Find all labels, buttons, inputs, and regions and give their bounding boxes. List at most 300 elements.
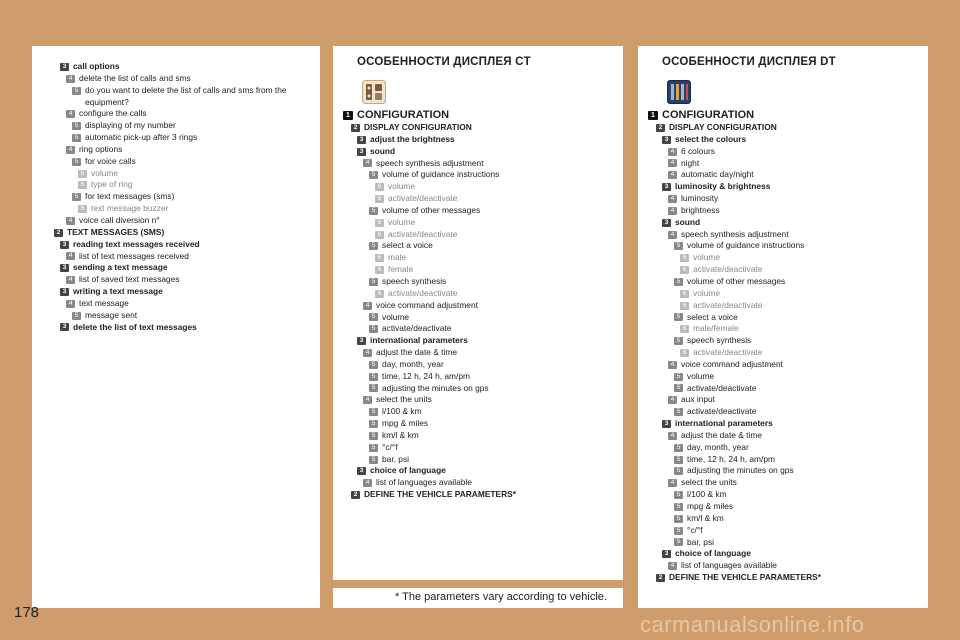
menu-item-label: DISPLAY CONFIGURATION xyxy=(669,122,777,132)
menu-item xyxy=(648,513,821,525)
menu-item xyxy=(648,477,821,489)
menu-item-label: adjust the date & time xyxy=(681,429,763,440)
menu-item-label: adjust the date & time xyxy=(376,347,458,358)
level-badge: 4 xyxy=(363,396,372,404)
menu-item xyxy=(648,394,821,406)
menu-item xyxy=(46,108,287,120)
menu-item-label: delete the list of calls and sms xyxy=(79,72,191,83)
menu-item xyxy=(46,144,287,156)
level-badge: 4 xyxy=(66,146,75,154)
menu-item-label: volume xyxy=(388,181,415,192)
menu-item xyxy=(46,61,287,73)
level-badge: 3 xyxy=(662,219,671,227)
level-badge: 4 xyxy=(66,75,75,83)
menu-item-label: type of ring xyxy=(91,179,133,190)
menu-item-label: CONFIGURATION xyxy=(357,109,450,121)
level-badge: 5 xyxy=(674,384,683,392)
menu-item xyxy=(343,252,516,264)
level-badge: 2 xyxy=(656,124,665,132)
menu-item-label: night xyxy=(681,157,700,168)
menu-item-label: day, month, year xyxy=(382,358,444,369)
left-menu-list xyxy=(46,61,287,333)
menu-item-label: displaying of my number xyxy=(85,120,176,131)
left-menu-panel xyxy=(32,46,320,608)
menu-item xyxy=(648,489,821,501)
menu-item-label: TEXT MESSAGES (SMS) xyxy=(67,226,165,237)
menu-item-label: do you want to delete the list of calls and sms from the xyxy=(85,84,287,95)
menu-item xyxy=(46,262,287,274)
level-badge: 6 xyxy=(680,266,689,274)
menu-item xyxy=(343,477,516,489)
menu-item-label: choice of language xyxy=(675,548,751,559)
menu-item xyxy=(343,300,516,312)
level-badge: 3 xyxy=(357,136,366,144)
level-badge: 3 xyxy=(60,288,69,296)
menu-item-label: volume of other messages xyxy=(687,275,786,286)
menu-item-label: activate/deactivate xyxy=(693,264,763,275)
level-badge: 4 xyxy=(66,276,75,284)
menu-item-label: adjust the brightness xyxy=(370,133,455,144)
menu-item xyxy=(343,264,516,276)
menu-item xyxy=(648,146,821,158)
menu-item xyxy=(343,109,516,122)
menu-item xyxy=(648,193,821,205)
menu-item xyxy=(648,264,821,276)
menu-item-label: adjusting the minutes on gps xyxy=(382,382,489,393)
menu-item-label: for text messages (sms) xyxy=(85,191,175,202)
menu-item-label: male/female xyxy=(693,323,739,334)
level-badge: 2 xyxy=(656,574,665,582)
menu-item xyxy=(343,158,516,170)
level-badge: 1 xyxy=(343,111,353,120)
menu-item xyxy=(343,359,516,371)
menu-item-label: volume xyxy=(382,311,409,322)
level-badge: 5 xyxy=(72,134,81,142)
menu-item xyxy=(46,120,287,132)
level-badge: 4 xyxy=(668,361,677,369)
menu-item-label: voice call diversion n° xyxy=(79,214,160,225)
menu-item xyxy=(46,239,287,251)
level-badge: 5 xyxy=(369,408,378,416)
level-badge: 4 xyxy=(66,110,75,118)
level-badge: 6 xyxy=(680,325,689,333)
dt-display-icon xyxy=(667,80,691,104)
level-badge: 5 xyxy=(674,408,683,416)
level-badge: 4 xyxy=(668,159,677,167)
level-badge: 6 xyxy=(680,290,689,298)
level-badge: 5 xyxy=(674,527,683,535)
menu-item-label: day, month, year xyxy=(687,441,749,452)
level-badge: 3 xyxy=(357,337,366,345)
menu-item-label: ring options xyxy=(79,143,123,154)
level-badge: 2 xyxy=(351,491,360,499)
level-badge: 6 xyxy=(78,205,87,213)
menu-item-label: delete the list of text messages xyxy=(73,321,197,332)
level-badge: 4 xyxy=(66,252,75,260)
menu-item xyxy=(46,85,287,97)
level-badge: 1 xyxy=(648,111,658,120)
level-badge: 3 xyxy=(60,323,69,331)
menu-item-label: sound xyxy=(675,216,701,227)
menu-item-label: km/l & km xyxy=(687,512,724,523)
page-number: 178 xyxy=(14,604,40,621)
level-badge: 6 xyxy=(375,266,384,274)
menu-item-label: male xyxy=(388,252,407,263)
menu-item xyxy=(648,454,821,466)
level-badge: 3 xyxy=(662,550,671,558)
menu-item-label: °c/°f xyxy=(382,441,398,452)
menu-item xyxy=(343,454,516,466)
menu-item xyxy=(648,181,821,193)
level-badge: 5 xyxy=(72,122,81,130)
menu-item xyxy=(343,146,516,158)
menu-item-label: list of text messages received xyxy=(79,250,189,261)
menu-item-label: volume xyxy=(693,287,720,298)
menu-item-label: CONFIGURATION xyxy=(662,109,755,121)
menu-item xyxy=(343,383,516,395)
menu-item-label: volume xyxy=(91,167,118,178)
level-badge: 4 xyxy=(668,231,677,239)
level-badge: 4 xyxy=(668,562,677,570)
menu-item xyxy=(46,286,287,298)
menu-item-label: time, 12 h, 24 h, am/pm xyxy=(687,453,775,464)
level-badge: 5 xyxy=(369,171,378,179)
menu-item xyxy=(648,240,821,252)
level-badge: 2 xyxy=(351,124,360,132)
footnote-box xyxy=(333,588,623,608)
menu-item xyxy=(648,525,821,537)
ct-menu-list xyxy=(343,109,516,501)
menu-item-label: choice of language xyxy=(370,465,446,476)
level-badge: 6 xyxy=(78,170,87,178)
menu-item xyxy=(46,215,287,227)
menu-item xyxy=(46,73,287,85)
menu-item xyxy=(46,322,287,334)
menu-item-label: speech synthesis adjustment xyxy=(376,157,484,168)
level-badge: 5 xyxy=(369,207,378,215)
level-badge: 6 xyxy=(375,231,384,239)
level-badge: 5 xyxy=(674,503,683,511)
level-badge: 5 xyxy=(674,373,683,381)
menu-item xyxy=(46,179,287,191)
menu-item-label: text message xyxy=(79,297,129,308)
menu-item xyxy=(343,323,516,335)
menu-item xyxy=(46,310,287,322)
menu-item xyxy=(648,276,821,288)
level-badge: 5 xyxy=(369,432,378,440)
menu-item xyxy=(46,97,287,109)
menu-item-label: l/100 & km xyxy=(382,406,422,417)
menu-item xyxy=(343,193,516,205)
menu-item xyxy=(343,418,516,430)
menu-item-label: select the units xyxy=(376,394,432,405)
level-badge: 5 xyxy=(674,491,683,499)
level-badge: 6 xyxy=(375,254,384,262)
level-badge: 6 xyxy=(680,302,689,310)
menu-item xyxy=(343,288,516,300)
menu-item xyxy=(46,132,287,144)
menu-item-label: activate/deactivate xyxy=(693,299,763,310)
menu-item-label: international parameters xyxy=(675,418,773,429)
menu-item xyxy=(648,229,821,241)
menu-item-label: call options xyxy=(73,61,120,71)
level-badge: 6 xyxy=(375,219,384,227)
ct-display-title: ОСОБЕННОСТИ ДИСПЛЕЯ CT xyxy=(357,56,531,68)
level-badge: 5 xyxy=(674,313,683,321)
level-badge: 5 xyxy=(674,515,683,523)
menu-item-label: volume of guidance instructions xyxy=(687,240,805,251)
menu-item xyxy=(343,169,516,181)
menu-item-label: reading text messages received xyxy=(73,238,200,249)
menu-item xyxy=(648,134,821,146)
level-badge: 5 xyxy=(674,278,683,286)
menu-item-label: DEFINE THE VEHICLE PARAMETERS* xyxy=(669,572,822,583)
menu-item xyxy=(648,158,821,170)
menu-item xyxy=(648,418,821,430)
menu-item-label: select the colours xyxy=(675,133,747,144)
menu-item xyxy=(648,406,821,418)
menu-item-label: select a voice xyxy=(687,311,738,322)
level-badge: 5 xyxy=(72,87,81,95)
menu-item-label: DEFINE THE VEHICLE PARAMETERS* xyxy=(364,489,517,500)
level-badge: 4 xyxy=(668,207,677,215)
level-badge: 6 xyxy=(680,349,689,357)
level-badge: 4 xyxy=(668,148,677,156)
menu-item xyxy=(648,560,821,572)
menu-item xyxy=(648,501,821,513)
menu-item-label: volume xyxy=(693,252,720,263)
menu-item xyxy=(343,181,516,193)
level-badge: 5 xyxy=(72,312,81,320)
level-badge: 4 xyxy=(668,171,677,179)
level-badge: 5 xyxy=(369,444,378,452)
menu-item-label: list of languages available xyxy=(681,560,777,571)
level-badge: 4 xyxy=(363,302,372,310)
menu-item-label: message sent xyxy=(85,309,138,320)
menu-item xyxy=(343,134,516,146)
level-badge: 5 xyxy=(369,456,378,464)
menu-item xyxy=(46,251,287,263)
menu-item-label: activate/deactivate xyxy=(693,347,763,358)
level-badge: 3 xyxy=(357,467,366,475)
level-badge: 6 xyxy=(375,195,384,203)
level-badge: 2 xyxy=(54,229,63,237)
menu-item-label: luminosity & brightness xyxy=(675,181,771,192)
menu-item-label: volume of other messages xyxy=(382,204,481,215)
menu-item xyxy=(343,122,516,134)
level-badge: 5 xyxy=(369,313,378,321)
menu-item-label: km/l & km xyxy=(382,429,419,440)
level-badge: 4 xyxy=(668,195,677,203)
menu-item xyxy=(648,312,821,324)
level-badge: 4 xyxy=(363,159,372,167)
level-badge: 5 xyxy=(369,325,378,333)
level-badge: 5 xyxy=(72,158,81,166)
menu-item xyxy=(343,442,516,454)
dt-display-panel xyxy=(638,46,928,608)
menu-item xyxy=(46,156,287,168)
menu-item xyxy=(46,298,287,310)
menu-item xyxy=(648,300,821,312)
level-badge: 4 xyxy=(668,432,677,440)
menu-item-label: mpg & miles xyxy=(382,418,429,429)
level-badge: 5 xyxy=(674,337,683,345)
menu-item xyxy=(46,227,287,239)
level-badge: 5 xyxy=(369,278,378,286)
menu-item xyxy=(343,276,516,288)
menu-item xyxy=(343,347,516,359)
menu-item-label: select a voice xyxy=(382,240,433,251)
menu-item-label: list of saved text messages xyxy=(79,274,180,285)
menu-item xyxy=(343,205,516,217)
menu-item xyxy=(648,465,821,477)
menu-item xyxy=(343,430,516,442)
menu-item xyxy=(648,371,821,383)
menu-item-label: l/100 & km xyxy=(687,489,727,500)
menu-item-label: adjusting the minutes on gps xyxy=(687,465,794,476)
level-badge: 3 xyxy=(357,148,366,156)
level-badge: 5 xyxy=(674,538,683,546)
menu-item-label: activate/deactivate xyxy=(687,382,757,393)
menu-item-label: automatic day/night xyxy=(681,169,754,180)
menu-item xyxy=(46,203,287,215)
level-badge: 5 xyxy=(369,373,378,381)
menu-item-label: mpg & miles xyxy=(687,501,734,511)
menu-item xyxy=(648,109,821,122)
menu-item xyxy=(648,252,821,264)
ct-display-panel xyxy=(333,46,623,580)
menu-item-label: select the units xyxy=(681,477,737,488)
menu-item-label: configure the calls xyxy=(79,108,147,119)
menu-item-label: speech synthesis xyxy=(687,335,752,346)
level-badge: 5 xyxy=(369,242,378,250)
level-badge: 6 xyxy=(78,181,87,189)
level-badge: 4 xyxy=(668,479,677,487)
menu-item xyxy=(343,229,516,241)
watermark-text: carmanualsonline.info xyxy=(640,612,865,637)
menu-item-label: equipment? xyxy=(85,96,129,107)
menu-item-label: activate/deactivate xyxy=(388,287,458,298)
menu-item xyxy=(648,442,821,454)
menu-item-label: activate/deactivate xyxy=(687,406,757,417)
menu-item-label: activate/deactivate xyxy=(388,228,458,239)
menu-item xyxy=(648,347,821,359)
level-badge: 5 xyxy=(369,361,378,369)
level-badge: 3 xyxy=(662,420,671,428)
menu-item-label: sound xyxy=(370,145,396,156)
level-badge: 5 xyxy=(674,456,683,464)
level-badge: 3 xyxy=(662,183,671,191)
level-badge: 3 xyxy=(662,136,671,144)
level-badge: 6 xyxy=(680,254,689,262)
menu-item-label: volume of guidance instructions xyxy=(382,169,500,180)
menu-item-label: °c/°f xyxy=(687,524,703,535)
menu-item-label: sending a text message xyxy=(73,262,168,273)
menu-item xyxy=(648,288,821,300)
menu-item-label: time, 12 h, 24 h, am/pm xyxy=(382,370,470,381)
menu-item-label: writing a text message xyxy=(73,286,163,297)
menu-item-label: bar, psi xyxy=(382,453,410,464)
menu-item xyxy=(343,335,516,347)
level-badge: 5 xyxy=(674,467,683,475)
menu-item-label: activate/deactivate xyxy=(388,193,458,204)
menu-item xyxy=(343,489,516,501)
menu-item xyxy=(648,122,821,134)
menu-item-label: automatic pick-up after 3 rings xyxy=(85,132,198,143)
menu-item xyxy=(343,240,516,252)
level-badge: 3 xyxy=(60,264,69,272)
menu-item xyxy=(648,335,821,347)
menu-item xyxy=(343,406,516,418)
footnote-text: * The parameters vary according to vehicle. xyxy=(395,591,607,603)
menu-item-label: speech synthesis adjustment xyxy=(681,228,789,239)
menu-item xyxy=(648,572,821,584)
menu-item xyxy=(648,169,821,181)
menu-item xyxy=(46,191,287,203)
menu-item-label: speech synthesis xyxy=(382,275,447,286)
menu-item xyxy=(343,465,516,477)
level-badge: 3 xyxy=(60,241,69,249)
level-badge: 6 xyxy=(375,183,384,191)
menu-item-label: female xyxy=(388,264,414,275)
level-badge: 5 xyxy=(369,420,378,428)
menu-item-label: aux input xyxy=(681,394,715,405)
level-badge: 5 xyxy=(369,384,378,392)
menu-item xyxy=(46,168,287,180)
level-badge: 5 xyxy=(674,444,683,452)
dt-display-title: ОСОБЕННОСТИ ДИСПЛЕЯ DT xyxy=(662,56,836,68)
level-badge: 6 xyxy=(375,290,384,298)
menu-item-label: luminosity xyxy=(681,193,719,204)
menu-item-label: brightness xyxy=(681,204,720,215)
level-badge: 4 xyxy=(363,479,372,487)
menu-item xyxy=(343,394,516,406)
menu-item-label: volume xyxy=(388,216,415,227)
level-badge: 4 xyxy=(66,300,75,308)
menu-item xyxy=(648,430,821,442)
level-badge: 5 xyxy=(674,242,683,250)
menu-item xyxy=(46,274,287,286)
level-badge: 4 xyxy=(668,396,677,404)
menu-item-label: voice command adjustment xyxy=(681,358,783,369)
menu-item xyxy=(648,323,821,335)
dt-menu-list xyxy=(648,109,821,584)
level-badge: 3 xyxy=(60,63,69,71)
menu-item-label: text message buzzer xyxy=(91,203,169,214)
menu-item xyxy=(343,312,516,324)
menu-item-label: voice command adjustment xyxy=(376,299,478,310)
menu-item xyxy=(648,548,821,560)
level-badge: 4 xyxy=(66,217,75,225)
level-badge: 5 xyxy=(72,193,81,201)
ct-display-icon xyxy=(362,80,386,104)
menu-item-label: volume xyxy=(687,370,714,381)
menu-item-label: activate/deactivate xyxy=(382,323,452,334)
menu-item-label: list of languages available xyxy=(376,477,472,488)
menu-item-label: bar, psi xyxy=(687,536,715,547)
menu-item xyxy=(648,205,821,217)
menu-item xyxy=(343,217,516,229)
menu-item xyxy=(648,383,821,395)
menu-item xyxy=(648,217,821,229)
level-badge: 4 xyxy=(363,349,372,357)
menu-item xyxy=(343,371,516,383)
menu-item-label: for voice calls xyxy=(85,155,136,166)
menu-item xyxy=(648,359,821,371)
menu-item xyxy=(648,537,821,549)
menu-item-label: DISPLAY CONFIGURATION xyxy=(364,122,472,132)
menu-item-label: 6 colours xyxy=(681,145,715,156)
